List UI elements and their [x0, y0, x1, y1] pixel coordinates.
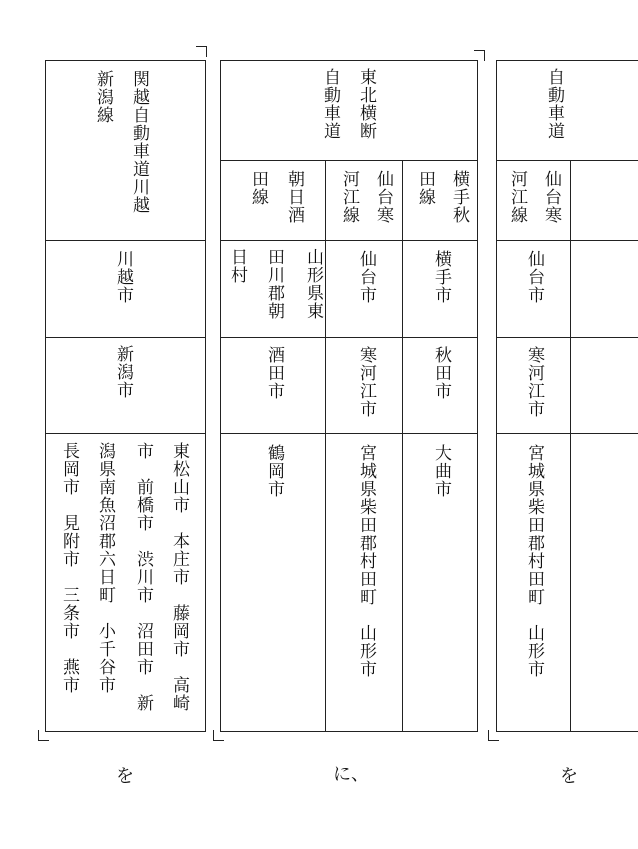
- right-header-divider: [496, 160, 638, 161]
- bracket-bottom-left-right: [488, 730, 499, 741]
- right-col-divider: [570, 160, 571, 732]
- right-route-name: 自動車道: [544, 68, 564, 140]
- left-via-line4: 長岡市 見附市 三条市 燕市: [59, 442, 79, 694]
- right-col-name-line1: 仙台寒: [541, 170, 561, 224]
- col-yokote-start-city: 横手市: [431, 250, 451, 304]
- col-asahi-start-line2: 田川郡朝: [264, 248, 284, 320]
- col-asahi-start-line1: 山形県東: [303, 248, 323, 320]
- left-route-name-line2: 新潟線: [93, 70, 113, 124]
- col-sendai-end-city: 寒河江市: [356, 346, 376, 418]
- col-yokote-name-line2: 田線: [415, 170, 435, 206]
- middle-header-divider: [220, 160, 478, 161]
- right-via: 宮城県柴田郡村田町 山形市: [524, 444, 544, 678]
- left-row-divider-3: [45, 433, 206, 434]
- right-start-city: 仙台市: [524, 250, 544, 304]
- right-row-divider-1: [496, 240, 638, 241]
- bracket-bottom-left-left: [38, 730, 49, 741]
- left-via-line3: 潟県南魚沼郡六日町 小千谷市: [95, 442, 115, 694]
- left-row-divider-2: [45, 337, 206, 338]
- left-route-name-line1: 関越自動車道川越: [129, 70, 149, 214]
- particle-middle: に、: [333, 764, 369, 785]
- col-yokote-name-line1: 横手秋: [449, 170, 469, 224]
- middle-col-divider-2: [402, 160, 403, 732]
- left-via-line2: 市 前橋市 渋川市 沼田市 新: [133, 442, 153, 712]
- right-row-divider-2: [496, 337, 638, 338]
- left-start-city: 川越市: [113, 250, 133, 304]
- middle-col-divider-1: [325, 160, 326, 732]
- col-sendai-name-line2: 河江線: [339, 170, 359, 224]
- bracket-top-right-left: [196, 46, 207, 57]
- middle-row-divider-2: [220, 337, 478, 338]
- col-yokote-via: 大曲市: [431, 444, 451, 498]
- left-row-divider-1: [45, 240, 206, 241]
- right-row-divider-3: [496, 433, 638, 434]
- col-asahi-start-line3: 日村: [227, 248, 247, 284]
- right-col-name-line2: 河江線: [507, 170, 527, 224]
- col-yokote-end-city: 秋田市: [431, 346, 451, 400]
- col-asahi-name-line1: 朝日酒: [284, 170, 304, 224]
- bracket-top-right-middle: [474, 50, 485, 61]
- bracket-bottom-left-middle: [213, 730, 224, 741]
- right-end-city: 寒河江市: [524, 346, 544, 418]
- col-sendai-start-city: 仙台市: [356, 250, 376, 304]
- col-asahi-via: 鶴岡市: [264, 444, 284, 498]
- particle-left: を: [116, 766, 134, 787]
- middle-route-name-line1: 東北横断: [356, 68, 376, 140]
- col-sendai-via: 宮城県柴田郡村田町 山形市: [356, 444, 376, 678]
- left-end-city: 新潟市: [113, 345, 133, 399]
- middle-route-name-line2: 自動車道: [320, 68, 340, 140]
- middle-row-divider-1: [220, 240, 478, 241]
- left-via-line1: 東松山市 本庄市 藤岡市 高崎: [169, 442, 189, 712]
- col-sendai-name-line1: 仙台寒: [373, 170, 393, 224]
- middle-row-divider-3: [220, 433, 478, 434]
- col-asahi-end-city: 酒田市: [264, 346, 284, 400]
- particle-right: を: [560, 766, 578, 787]
- col-asahi-name-line2: 田線: [248, 170, 268, 206]
